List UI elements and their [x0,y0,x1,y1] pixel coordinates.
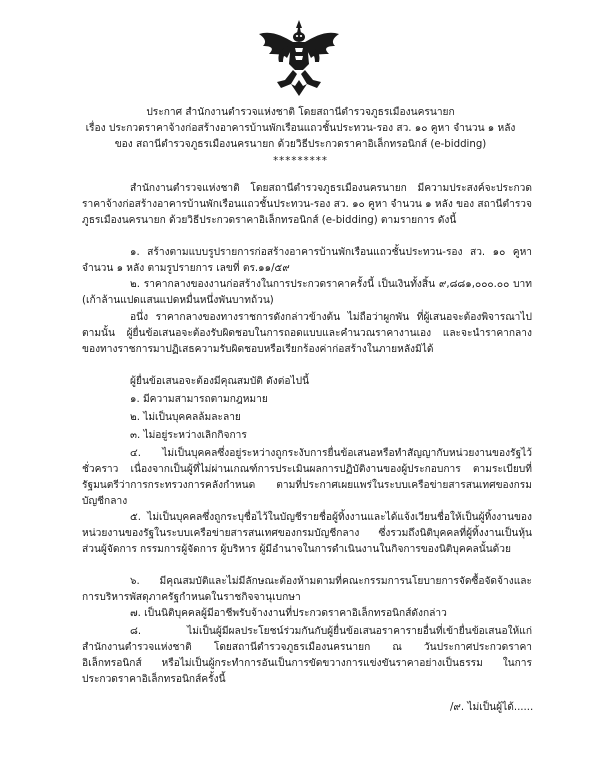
header-separator: ********* [273,156,328,167]
garuda-emblem-icon [255,18,343,98]
qualifications-title: ผู้ยื่นข้อเสนอจะต้องมีคุณสมบัติ ดังต่อไปนี้ [130,376,310,387]
header-subject: เรื่อง ประกวดราคาจ้างก่อสร้างอาคารบ้านพักเรือนแถวชั้นประทวน-รอง สว. ๑๐ คูหา จำนวน ๑ หลัง [85,123,516,134]
qualification-7: ๗. เป็นนิติบุคคลผู้มีอาชีพรับจ้างงานที่ประกวดราคาอิเล็กทรอนิกส์ดังกล่าว [130,608,447,619]
qualification-5: ๕. ไม่เป็นบุคคลซึ่งถูกระบุชื่อไว้ในบัญชีรายชื่อผู้ทิ้งงานและได้แจ้งเวียนชื่อให้เป็นผู้ทิ้งงานของหน่วยงานของรัฐในระบบเครือข่ายสารสนเทศของกรมบัญชีกลาง ซึ่งรวมถึงนิติบุคคลที่ผู้ทิ้งงานเป็นหุ้นส่วนผู้จัดการ กรรมการผู้จัดการ ผู้บริหาร ผู้มีอำนาจในการดำเนินงานในกิจการของนิติบุคคลนั้นด้วย [82,512,532,555]
qualification-2: ๒. ไม่เป็นบุคคลล้มละลาย [130,412,241,423]
qualification-1: ๑. มีความสามารถตามกฎหมาย [130,394,268,405]
item-1: ๑. สร้างตามแบบรูปรายการก่อสร้างอาคารบ้านพักเรือนแถวชั้นประทวน-รอง สว. ๑๐ คูหา จำนวน ๑ หลัง ตามรูปรายการ เลขที่ ตร.๑๑/๕๙ [82,247,532,274]
note-paragraph: อนึ่ง ราคากลางของทางราชการดังกล่าวข้างต้น ไม่ถือว่าผูกพัน ที่ผู้เสนอจะต้องพิจารณาไปตามนั้น ผู้ยื่นข้อเสนอจะต้องรับผิดชอบในการถอดแบบและคำนวณราคางานเอง และจะนำราคากลางของทางราชการมาปฏิเสธความรับผิดชอบหรือเรียกร้องค่าก่อสร้างในภายหลังมิได้ [82,312,532,355]
qualification-3: ๓. ไม่อยู่ระหว่างเลิกกิจการ [130,430,247,441]
intro-paragraph: สำนักงานตำรวจแห่งชาติ โดยสถานีตำรวจภูธรเมืองนครนายก มีความประสงค์จะประกวดราคาจ้างก่อสร้างอาคารบ้านพักเรือนแถวชั้นประทวน-รอง สว. ๑๐ คูหา จำนวน ๑ หลัง ของ สถานีตำรวจภูธรเมืองนครนายก ด้วยวิธีประกวดราคาอิเล็กทรอนิกส์ (e-bidding) ตามรายการ ดังนี้ [82,183,532,226]
qualification-6: ๖. มีคุณสมบัติและไม่มีลักษณะต้องห้ามตามที่คณะกรรมการนโยบายการจัดซื้อจัดจ้างและการบริหารพัสดุภาครัฐกำหนดในราชกิจจานุเบกษา [82,576,532,603]
header-agency: ของ สถานีตำรวจภูธรเมืองนครนายก ด้วยวิธีประกวดราคาอิเล็กทรอนิกส์ (e-bidding) [114,139,487,150]
header-title: ประกาศ สำนักงานตำรวจแห่งชาติ โดยสถานีตำรวจภูธรเมืองนครนายก [146,107,455,118]
item-2: ๒. ราคากลางของงานก่อสร้างในการประกวดราคาครั้งนี้ เป็นเงินทั้งสิ้น ๙,๘๘๑,๐๐๐.๐๐ บาท (เก้าล้านแปดแสนแปดหมื่นหนึ่งพันบาทถ้วน) [82,279,532,306]
continued-marker: /๙. ไม่เป็นผู้ได้...... [450,702,534,713]
qualification-4: ๔. ไม่เป็นบุคคลซึ่งอยู่ระหว่างถูกระงับการยื่นข้อเสนอหรือทำสัญญากับหน่วยงานของรัฐไว้ชั่วคราว เนื่องจากเป็นผู้ที่ไม่ผ่านเกณฑ์การประเมินผลการปฏิบัติงานของผู้ประกอบการ ตามระเบียบที่รัฐมนตรีว่าการกระทรวงการคลังกำหนด ตามที่ประกาศเผยแพร่ในระบบเครือข่ายสารสนเทศของกรมบัญชีกลาง [82,448,532,507]
qualification-8: ๘. ไม่เป็นผู้มีผลประโยชน์ร่วมกันกับผู้ยื่นข้อเสนอราคารายอื่นที่เข้ายื่นข้อเสนอให้แก่ สำนักงานตำรวจแห่งชาติ โดยสถานีตำรวจภูธรเมืองนครนายก ณ วันประกาศประกวดราคาอิเล็กทรอนิกส์ หรือไม่เป็นผู้กระทำการอันเป็นการขัดขวางการแข่งขันราคาอย่างเป็นธรรม ในการประกวดราคาอิเล็กทรอนิกส์ครั้งนี้ [82,626,532,685]
